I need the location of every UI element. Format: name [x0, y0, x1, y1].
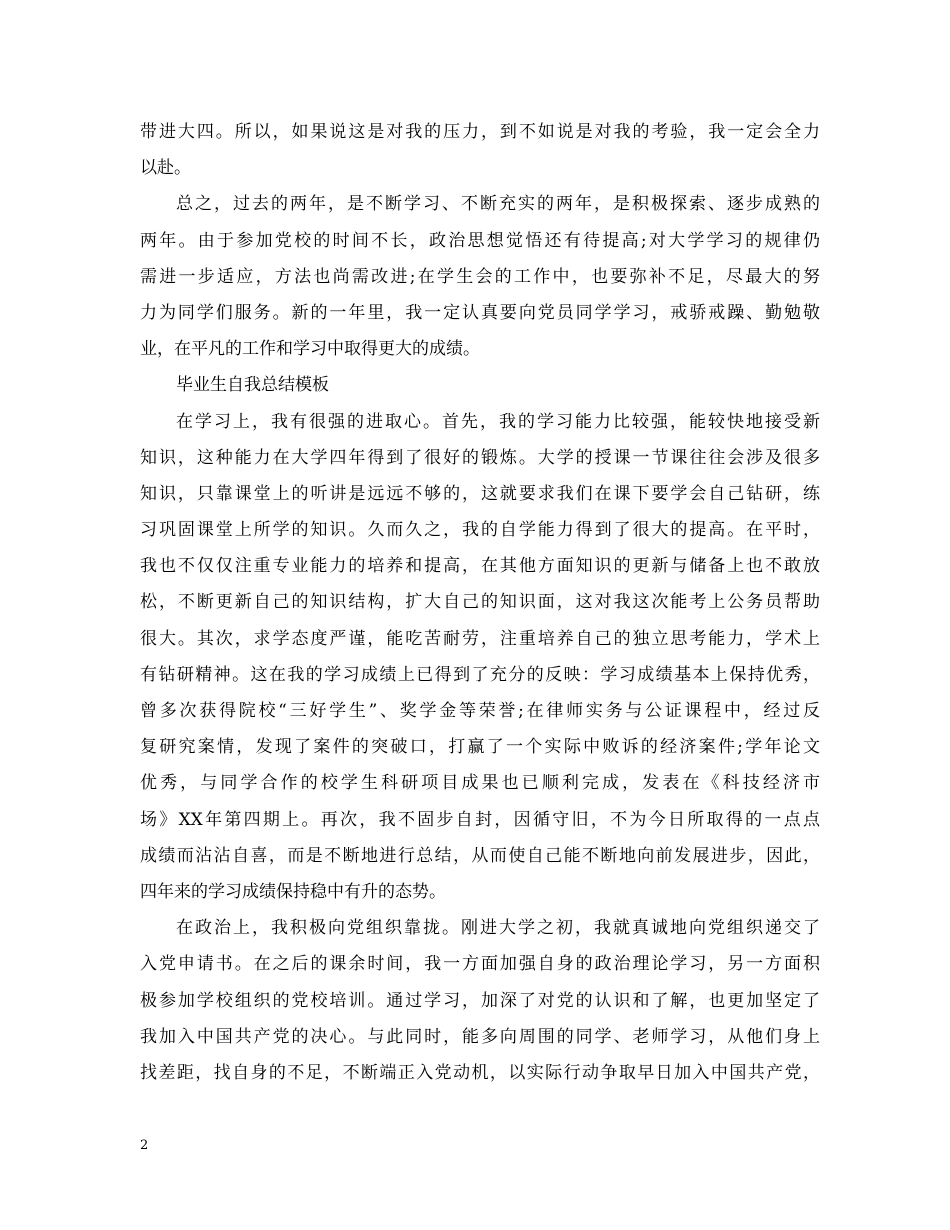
text-line: 优秀，与同学合作的校学生科研项目成果也已顺利完成，发表在《科技经济市: [140, 773, 820, 794]
text-line: 很大。其次，求学态度严谨，能吃苦耐劳，注重培养自己的独立思考能力，学术上: [140, 628, 820, 649]
document-body: [140, 114, 820, 1091]
text-line: 找差距，找自身的不足，不断端正入党动机，以实际行动争取早日加入中国共产党，: [140, 1062, 820, 1083]
paragraph-politics: [140, 910, 820, 1091]
section-heading: [140, 367, 820, 403]
text-line: 带进大四。所以，如果说这是对我的压力，到不如说是对我的考验，我一定会全力: [140, 122, 820, 142]
text-line: 场》XX年第四期上。再次，我不固步自封，因循守旧，不为今日所取得的一点点: [140, 809, 820, 830]
page-number: 2: [140, 1138, 149, 1153]
text-line: 复研究案情，发现了案件的突破口，打赢了一个实际中败诉的经济案件;学年论文: [140, 737, 820, 758]
text-line: 在学习上，我有很强的进取心。首先，我的学习能力比较强，能较快地接受新: [176, 411, 820, 432]
text-line: 总之，过去的两年，是不断学习、不断充实的两年，是积极探索、逐步成熟的: [176, 194, 820, 215]
text-line: 两年。由于参加党校的时间不长，政治思想觉悟还有待提高;对大学学习的规律仍: [140, 230, 820, 251]
text-line: 四年来的学习成绩保持稳中有升的态势。: [140, 881, 446, 902]
text-line: 知识，只靠课堂上的听讲是远远不够的，这就要求我们在课下要学会自己钻研，练: [140, 483, 820, 504]
text-line: 知识，这种能力在大学四年得到了很好的锻炼。大学的授课一节课往往会涉及很多: [140, 447, 820, 468]
text-line: 曾多次获得院校“三好学生”、奖学金等荣誉;在律师实务与公证课程中，经过反: [140, 701, 820, 721]
text-line: 我加入中国共产党的决心。与此同时，能多向周围的同学、老师学习，从他们身上: [140, 1026, 820, 1047]
text-line: 有钻研精神。这在我的学习成绩上已得到了充分的反映：学习成绩基本上保持优秀，: [140, 664, 820, 685]
text-line: 以赴。: [140, 158, 191, 179]
text-line: 业，在平凡的工作和学习中取得更大的成绩。: [140, 339, 480, 360]
text-line: 需进一步适应，方法也尚需改进;在学生会的工作中，也要弥补不足，尽最大的努: [140, 266, 820, 287]
text-line: 松，不断更新自己的知识结构，扩大自己的知识面，这对我这次能考上公务员帮助: [140, 592, 820, 613]
text-line: 力为同学们服务。新的一年里，我一定认真要向党员同学学习，戒骄戒躁、勤勉敬: [140, 302, 820, 323]
paragraph-summary: [140, 186, 820, 367]
text-line: 极参加学校组织的党校培训。通过学习，加深了对党的认识和了解，也更加坚定了: [140, 990, 820, 1011]
text-line: 习巩固课堂上所学的知识。久而久之，我的自学能力得到了很大的提高。在平时，: [140, 520, 820, 541]
text-line: 我也不仅仅注重专业能力的培养和提高，在其他方面知识的更新与储备上也不敢放: [140, 556, 820, 577]
text-line: 在政治上，我积极向党组织靠拢。刚进大学之初，我就真诚地向党组织递交了: [176, 918, 820, 939]
text-line: 成绩而沾沾自喜，而是不断地进行总结，从而使自己能不断地向前发展进步，因此，: [140, 845, 820, 866]
paragraph-study: [140, 404, 820, 911]
text-line: 入党申请书。在之后的课余时间，我一方面加强自身的政治理论学习，另一方面积: [140, 954, 820, 975]
section-heading-text: 毕业生自我总结模板: [176, 375, 329, 396]
paragraph-continuation: [140, 114, 820, 186]
